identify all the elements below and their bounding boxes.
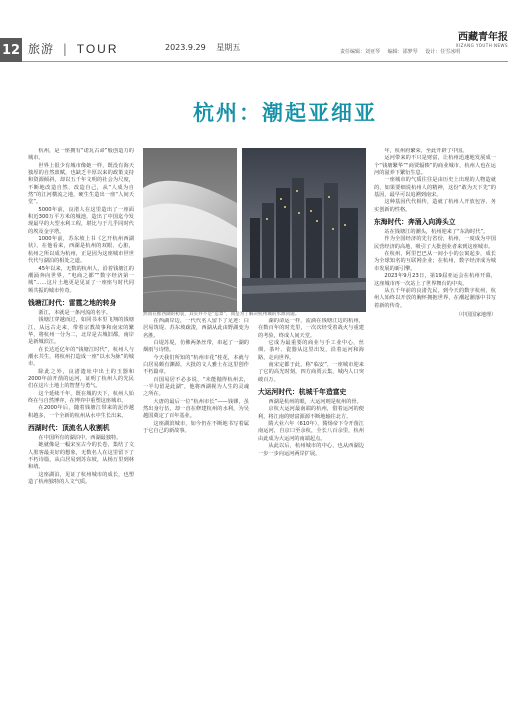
date: 2023.9.29 bbox=[165, 43, 206, 52]
body-paragraph: 这种基因代代相传，造就了杭州人开放包容、务实创新的性格。 bbox=[374, 199, 496, 213]
article-column-4 bbox=[374, 148, 496, 692]
body-paragraph: 年，杭州府繁荣，至此开辟了中国。 bbox=[384, 148, 468, 154]
body-paragraph: 湖的命运一样，流淌在钱塘江边的杭州，在数百年的时光里，一次次经受着战火与重建的考验，终成人间天堂。 bbox=[258, 318, 364, 339]
body-paragraph: 白堤苏堤，仿佛两条丝带，串起了一湖的烟雨与诗情。 bbox=[143, 340, 249, 354]
body-paragraph: 它成为最重要的商业与手工业中心，丝绸、茶叶、瓷器从这里出发，沿着运河和海路，走向世界。 bbox=[258, 340, 364, 361]
body-paragraph: 在西湖岸边，一代代名人留下了足迹：白居易筑堤、苏东坡疏浚，西湖从此由野湖变为名胜。 bbox=[143, 318, 249, 339]
body-paragraph: 从此以后，杭州城市的中心，也从西湖边一步一步向运河两岸扩展。 bbox=[258, 443, 364, 457]
body-paragraph: 这个延续千年，既在城的天下，杭州人始终在与自然博弈，在博弈中重塑这座城市。 bbox=[28, 390, 134, 404]
section-en: TOUR bbox=[76, 42, 119, 56]
body-paragraph: 在2000年后，随着钱塘江带来的泥沙越积越多，一个全新的杭州从水中生长出来。 bbox=[28, 405, 134, 419]
body-paragraph: 2023年9月23日，第19届亚运会在杭州开幕，这座城市再一次站上了世界舞台的中央。 bbox=[374, 273, 496, 287]
body-paragraph: 世界上很少有城市像她一样，既没有海天独厚的自然禀赋，也缺乏丰厚以来的政策支持和资源倾斜，却以五千年文明的社会为尺度，不断地改造自然、改造自己，从“人成为自然”的江河横流之地，硬生生造出一座“人间天堂”。 bbox=[28, 162, 134, 206]
body-paragraph: 浙江，本就是一条河流的名字。 bbox=[38, 309, 112, 316]
body-paragraph: 站在钱塘江的潮头，杭州迎来了“东海时代”。 bbox=[384, 229, 489, 236]
editor-credits bbox=[340, 48, 466, 55]
body-paragraph: 在长达近亿年的“钱塘江时代”，杭州人与潮水共生，将杭州打造成一座“以水为脉”的城市。 bbox=[28, 346, 134, 368]
section-heading: 钱塘江时代：雷霆之地的转身 bbox=[28, 298, 117, 307]
city-skyline-image bbox=[242, 148, 366, 312]
body-paragraph: 南宋定都于此，称“临安”，一座城市迎来了它的高光时刻，四方商贾云集，城内人口突破百万。 bbox=[258, 362, 364, 383]
article-title: 杭州：潮起亚细亚 bbox=[193, 101, 377, 125]
body-paragraph: 一座城市的气质往往是由历史上出现的人物造就的，如果要细说杭州人的精神，这份“敢为天下先”的基因，最早可以追溯到南宋。 bbox=[374, 177, 496, 199]
body-paragraph: 这座湖滨城市，如今仍在不断地书写着属于它自己的新故事。 bbox=[143, 420, 249, 435]
article-column-1 bbox=[28, 148, 134, 692]
article-column-3 bbox=[258, 318, 364, 692]
body-paragraph: 作为全国经济的先行省份，杭州，一度成为中国民营经济的高地，吸引了大批创业者来到这座城市。 bbox=[374, 236, 496, 250]
logo-cn: 西藏青年报 bbox=[458, 32, 508, 43]
weekday: 星期五 bbox=[216, 43, 241, 52]
newspaper-logo bbox=[456, 28, 508, 48]
body-paragraph: 今天我们所知的“杭州市花”桂花，本就与白居易颇有渊源，大批的文人雅士在这里创作不朽篇章。 bbox=[143, 354, 249, 376]
body-paragraph: 这座湖泊，见证了杭州城市的成长，也塑造了杭州独特的人文气质。 bbox=[28, 471, 134, 486]
issue-date bbox=[165, 42, 248, 53]
city-skyline-photo bbox=[242, 148, 366, 312]
body-paragraph: 杭州，是一座拥有“诺瓦古命”般创造力的城市。 bbox=[28, 148, 134, 162]
body-paragraph: 她就像是一幅宋室古今的长卷，集结了文人墨客最美好的想象，无数名人在这里留下了不朽诗篇，从白居易到苏东坡，从杨万里到林和靖。 bbox=[28, 442, 134, 471]
credit-design: 设计：任雪冰明 bbox=[425, 49, 461, 55]
header-divider bbox=[22, 61, 508, 62]
section-label bbox=[28, 40, 119, 57]
photo-caption: 然而在推西湖的初衷，其实并不是“造景”，而是为了解决杭州城的水源问题。 bbox=[143, 312, 300, 317]
page-header bbox=[0, 0, 520, 62]
body-paragraph: 1000年前，苏东坡上书《乞开杭州西湖状》，在他看来，西湖是杭州的双眼、心脏，杭州之所以成为杭州，正是因为这座城市世世代代与湖泊的相处之道。 bbox=[28, 236, 134, 265]
section-heading: 大运河时代：杭城千年造富史 bbox=[258, 388, 347, 397]
credit-editor: 责任编辑：刘亚琴 bbox=[340, 49, 381, 55]
body-paragraph: 西湖是杭州的眼，大运河则是杭州的骨。 bbox=[268, 399, 362, 406]
body-paragraph: 在中国所有的湖泊中，西湖最独特。 bbox=[38, 435, 122, 442]
body-paragraph: 除此之外，良渚遗址中出土的玉器和2000年前开凿的运河，证明了杭州人的先民们在这片土地上的智慧与勇气。 bbox=[28, 368, 134, 390]
article-source: （中国国家地理） bbox=[455, 311, 496, 318]
section-cn: 旅游 bbox=[28, 42, 55, 56]
body-paragraph: 大唐的最后一位“杭州市长”——钱镠，虽然出身行伍，却一直在修建杭州的水利，为吴越国奠定了百年基业。 bbox=[143, 398, 249, 420]
body-paragraph: 5000年前，良渚人在这里造出了一座面积近300万平方米的城池，造出了中国迄今发现最早的大型水利工程，堪比与于几乎同时代的埃及金字塔。 bbox=[28, 206, 134, 235]
credit-editing: 编辑：邵梦琴 bbox=[387, 49, 418, 55]
body-paragraph: 百国易居不必多说，“未能抛得杭州去，一半勾留是此湖”，他将西湖视为人生的灵魂之所在。 bbox=[143, 376, 249, 398]
article-column-2 bbox=[143, 318, 249, 692]
body-paragraph: 运河带来的不只是财富，让杭州迅速地发展成一个“钱塘繁华”“商贾辐辏”的商业城市，杭州人也在运河的滋养下繁衍生息。 bbox=[374, 155, 496, 177]
logo-en: XIZANG YOUTH NEWS bbox=[455, 43, 508, 48]
page-number: 12 bbox=[0, 38, 22, 62]
body-paragraph: 隋大业六年（610年），隋炀帝下令开凿江南运河，自京口至余杭，全长八百余里，杭州由此成为大运河的南端起点。 bbox=[258, 421, 364, 442]
body-paragraph: 从五千年前的良渚先民，到今天的数字杭州，杭州人始终以开放的胸怀拥抱世界，在潮起潮落中书写着新的传奇。 bbox=[374, 287, 496, 309]
section-heading: 西湖时代：顶流名人收割机 bbox=[28, 424, 110, 433]
tidal-bore-image bbox=[143, 148, 237, 312]
body-paragraph: 在杭州，阿里巴巴从一间小小的公寓起步，成长为全球知名的互联网企业；在杭州，数字经济成为城市发展的新引擎。 bbox=[374, 251, 496, 272]
section-separator: | bbox=[62, 42, 68, 56]
tidal-bore-photo bbox=[143, 148, 237, 312]
section-heading: 东海时代：奔涌入向涛头立 bbox=[374, 218, 456, 227]
body-paragraph: 钱塘江穿越而过，如同书本里飞翔的钱塘江，从远古走来，带着宗教故事和南宋的繁华，将杭州一分为二，北岸是古城旧都，南岸是新城滨江。 bbox=[28, 317, 134, 346]
body-paragraph: 45年以来，无数的杭州人，沿着钱塘江的潮涌奔向世界，“电商之都”“数字经济第一城”……这片土地更是见证了一座座与时代同频共振的城市传奇。 bbox=[28, 265, 134, 294]
body-paragraph: 京杭大运河最南端的杭州，借着运河的便利，将江南的财富源源不断地输往北方。 bbox=[258, 406, 364, 420]
